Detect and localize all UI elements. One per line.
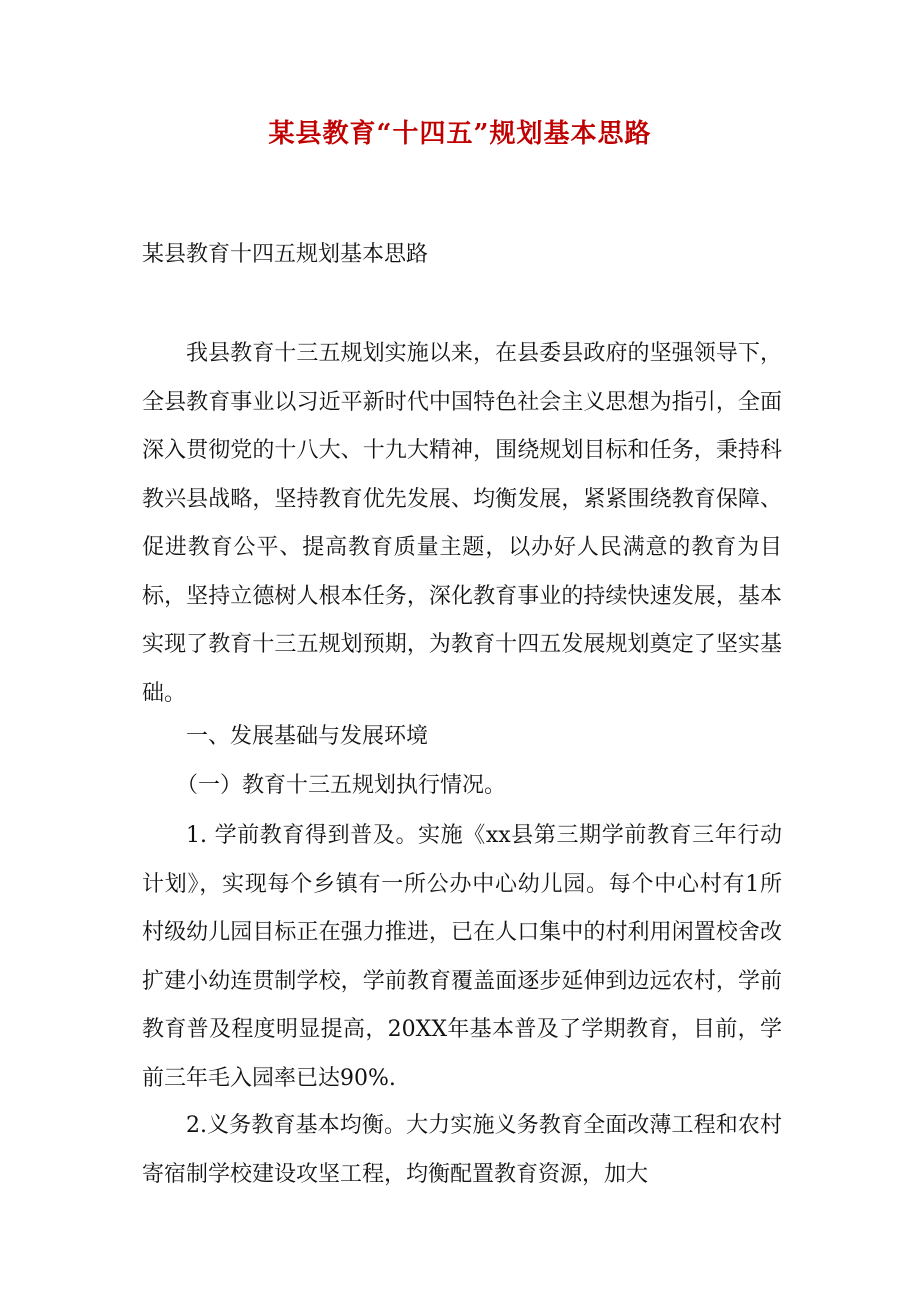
paragraph-intro: 我县教育十三五规划实施以来，在县委县政府的坚强领导下，全县教育事业以习近平新时代中国特色社会主义思想为指引，全面深入贯彻党的十八大、十九大精神，围绕规划目标和任务，秉持科教兴县战略，坚持教育优先发展、均衡发展，紧紧围绕教育保障、促进教育公平、提高教育质量主题，以办好人民满意的教育为目标，坚持立德树人根本任务，深化教育事业的持续快速发展，基本实现了教育十三五规划预期，为教育十四五发展规划奠定了坚实基础。 (142, 341, 782, 706)
paragraph-compulsory: 2.义务教育基本均衡。大力实施义务教育全面改薄工程和农村寄宿制学校建设攻坚工程，均衡配置教育资源，加大 (142, 1113, 782, 1187)
section-heading: 一、发展基础与发展环境 (186, 724, 429, 749)
document-subtitle: 某县教育十四五规划基本思路 (142, 242, 429, 267)
subsection-heading: （一）教育十三五规划执行情况。 (176, 773, 507, 798)
paragraph-preschool: 1. 学前教育得到普及。实施《xx县第三期学前教育三年行动计划》，实现每个乡镇有一所公办中心幼儿园。每个中心村有1所村级幼儿园目标正在强力推进，已在人口集中的村利用闲置校舍改扩建小幼连贯制学校，学前教育覆盖面逐步延伸到边远农村，学前教育普及程度明显提高，20XX年基本普及了学期教育，目前，学前三年毛入园率已达90%. (142, 823, 782, 1091)
document-title: 某县教育“十四五”规划基本思路 (268, 119, 652, 149)
